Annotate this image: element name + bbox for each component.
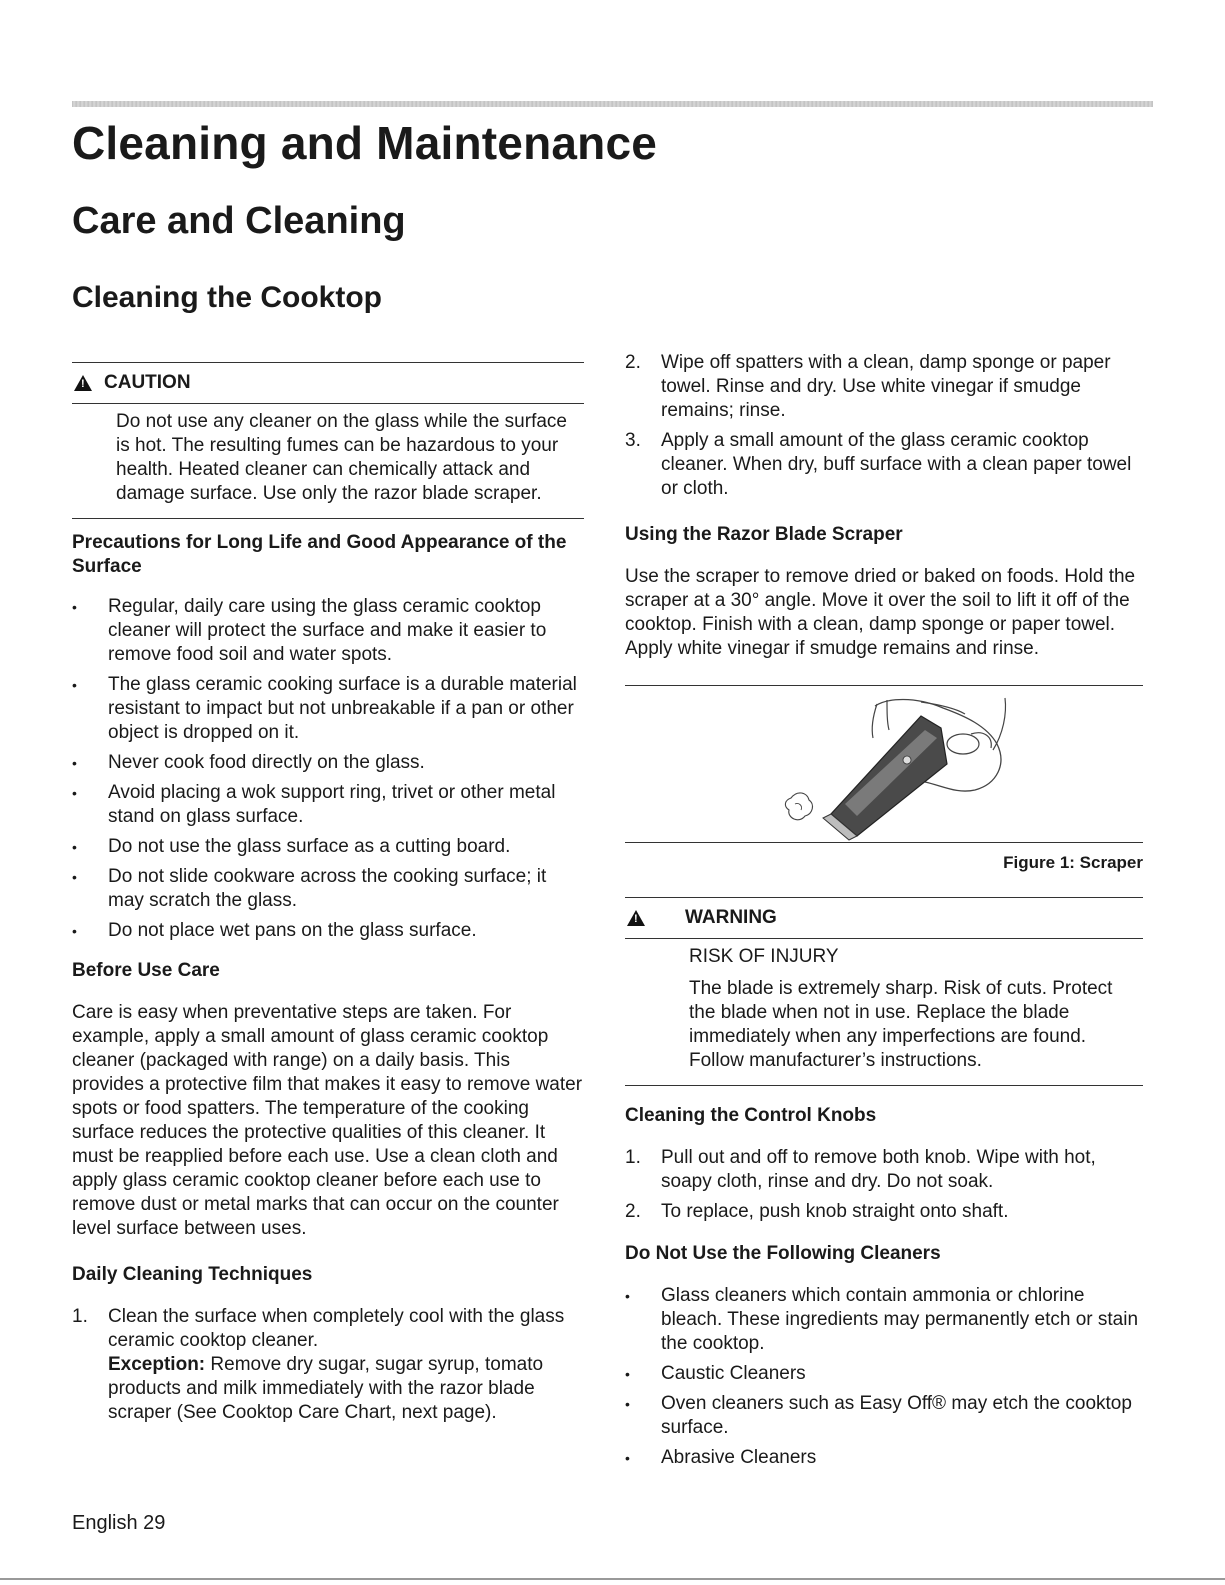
- precautions-heading: Precautions for Long Life and Good Appearance of the Surface: [72, 532, 567, 577]
- left-column: [72, 350, 584, 1431]
- bottom-rule: [0, 1578, 1225, 1580]
- exception-label: Exception:: [108, 1354, 206, 1375]
- scraper-illustration: [625, 686, 1143, 842]
- step-text: Pull out and off to remove both knob. Wipe with hot, soapy cloth, rinse and dry. Do not soak.: [661, 1147, 1096, 1192]
- warning-text: The blade is extremely sharp. Risk of cuts. Protect the blade when not in use. Replace the blade immediately when any imperfections are found. Follow manufacturer’s instructions.: [689, 978, 1113, 1071]
- step-text: Wipe off spatters with a clean, damp sponge or paper towel. Rinse and dry. Use white vinegar if smudge remains; rinse.: [661, 352, 1111, 421]
- list-item: • Abrasive Cleaners: [625, 1446, 1143, 1470]
- step-number: 1.: [72, 1306, 88, 1327]
- list-item: [625, 1146, 1143, 1194]
- list-item: • Do not use the glass surface as a cutting board.: [72, 835, 584, 859]
- list-item: • Avoid placing a wok support ring, trivet or other metal stand on glass surface.: [72, 781, 584, 829]
- step-number: 3.: [625, 430, 641, 451]
- list-item: • Oven cleaners such as Easy Off® may etch the cooktop surface.: [625, 1392, 1143, 1440]
- warning-triangle-icon: [627, 910, 645, 926]
- step-number: 1.: [625, 1147, 641, 1168]
- warning-header: [625, 897, 1143, 939]
- step-number: 2.: [625, 1201, 641, 1222]
- subsection-title: Cleaning the Cooktop: [72, 281, 382, 314]
- razor-text: Use the scraper to remove dried or baked on foods. Hold the scraper at a 30° angle. Move it over the soil to lift it off of the cooktop. Finish with a clean, damp sponge or paper towel. Apply white vinegar if smudge remains and rinse.: [625, 566, 1136, 659]
- knobs-heading: Cleaning the Control Knobs: [625, 1105, 877, 1126]
- header-rule: [72, 101, 1153, 107]
- page-title: Cleaning and Maintenance: [72, 117, 658, 169]
- list-item: • Do not slide cookware across the cooking surface; it may scratch the glass.: [72, 865, 584, 913]
- step-text: Apply a small amount of the glass ceramic cooktop cleaner. When dry, buff surface with a clean paper towel or cloth.: [661, 430, 1132, 499]
- step-number: 2.: [625, 352, 641, 373]
- precautions-list: [72, 595, 584, 943]
- caution-label: CAUTION: [104, 372, 191, 393]
- before-use-text: Care is easy when preventative steps are taken. For example, apply a small amount of glass ceramic cooktop cleaner (packaged with range) on a daily basis. This provides a protective film that makes it easy to remove water spots or food spatters. The temperature of the cooking surface reduces the protective qualities of this cleaner. It must be reapplied before each use. Use a clean cloth and apply glass ceramic cooktop cleaner before each use to remove dust or metal marks that can occur on the counter level surface between uses.: [72, 1002, 583, 1239]
- do-not-use-heading: Do Not Use the Following Cleaners: [625, 1243, 941, 1264]
- page-number: English 29: [72, 1512, 166, 1534]
- right-column: [625, 351, 1143, 1476]
- list-item: [625, 351, 1143, 423]
- warning-label: WARNING: [685, 907, 777, 928]
- list-item: • Glass cleaners which contain ammonia or chlorine bleach. These ingredients may permanently etch or stain the cooktop.: [625, 1284, 1143, 1356]
- section-title: Care and Cleaning: [72, 200, 406, 242]
- before-use-heading: Before Use Care: [72, 960, 220, 981]
- caution-text: Do not use any cleaner on the glass while the surface is hot. The resulting fumes can be hazardous to your health. Heated cleaner can chemically attack and damage surface. Use only the razor blade scraper.: [116, 411, 567, 504]
- step-text: Clean the surface when completely cool with the glass ceramic cooktop cleaner.: [108, 1306, 565, 1351]
- figure-caption: Figure 1: Scraper: [1003, 853, 1143, 872]
- list-item: [625, 1200, 1143, 1224]
- list-item: • Do not place wet pans on the glass surface.: [72, 919, 584, 943]
- warning-triangle-icon: [74, 375, 92, 391]
- caution-header: [72, 362, 584, 404]
- do-not-use-list: [625, 1284, 1143, 1470]
- scraper-figure: [625, 685, 1143, 843]
- step-text: To replace, push knob straight onto shaft.: [661, 1201, 1009, 1222]
- daily-steps: [72, 1305, 584, 1425]
- daily-heading: Daily Cleaning Techniques: [72, 1264, 313, 1285]
- warning-body: [625, 939, 1143, 1086]
- list-item: [625, 429, 1143, 501]
- daily-steps-continued: [625, 351, 1143, 501]
- list-item: • The glass ceramic cooking surface is a durable material resistant to impact but not unbreakable if a pan or other object is dropped on it.: [72, 673, 584, 745]
- list-item: • Caustic Cleaners: [625, 1362, 1143, 1386]
- caution-body: [72, 404, 584, 519]
- list-item: • Never cook food directly on the glass.: [72, 751, 584, 775]
- list-item: • Regular, daily care using the glass ceramic cooktop cleaner will protect the surface and make it easier to remove food soil and water spots.: [72, 595, 584, 667]
- warning-title: RISK OF INJURY: [689, 946, 839, 967]
- exception-text: Remove dry sugar, sugar syrup, tomato products and milk immediately with the razor blade scraper (See Cooktop Care Chart, next page).: [108, 1354, 544, 1423]
- knobs-steps: [625, 1146, 1143, 1224]
- list-item: [72, 1305, 584, 1425]
- razor-heading: Using the Razor Blade Scraper: [625, 524, 903, 545]
